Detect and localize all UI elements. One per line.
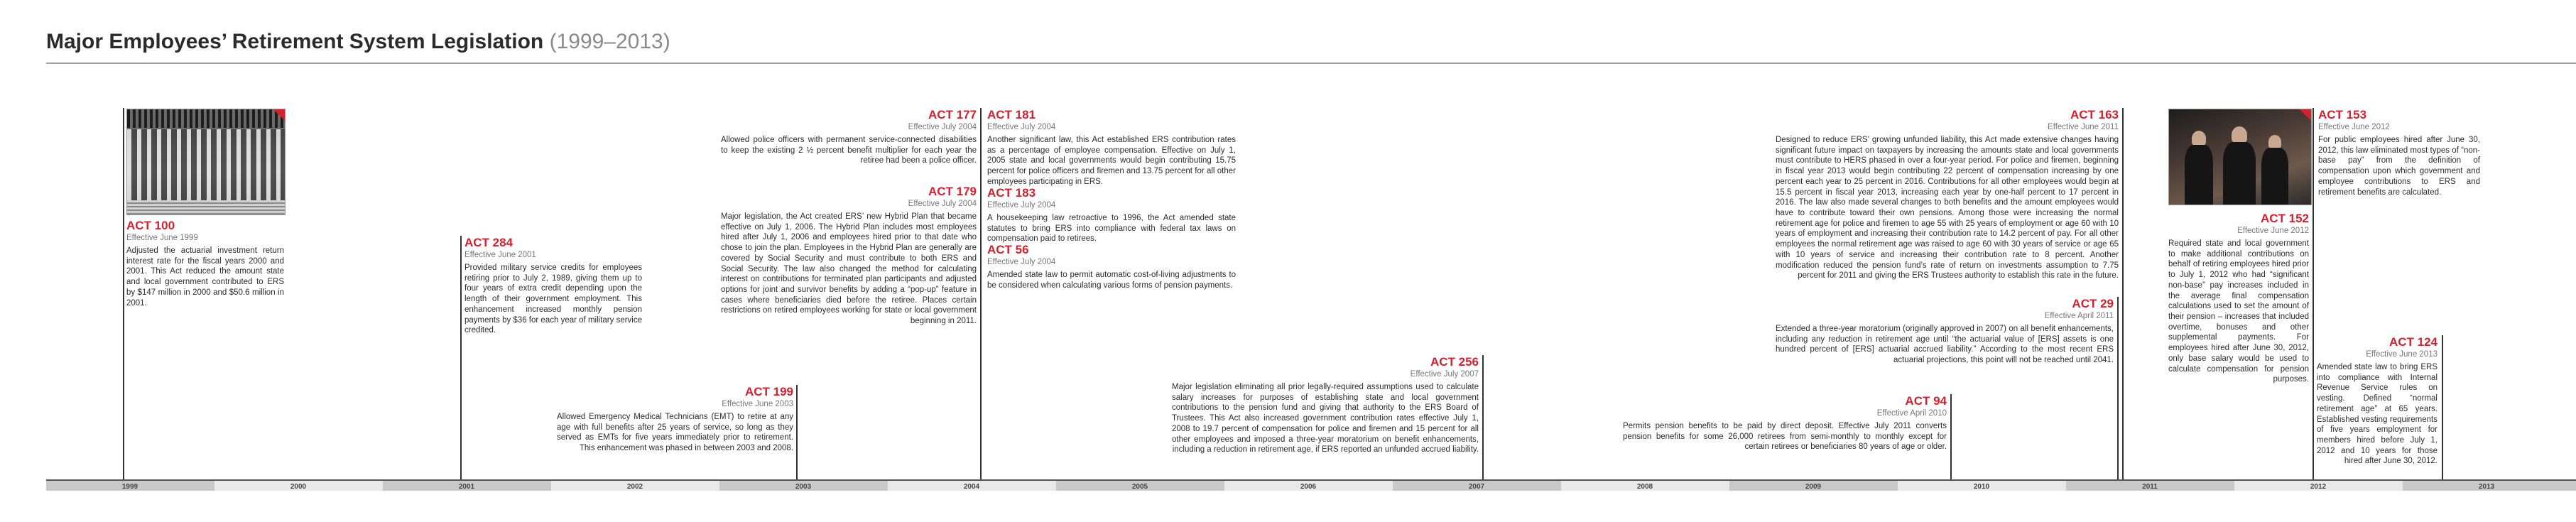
event-act177 bbox=[721, 108, 977, 166]
marker-line-act284 bbox=[460, 236, 462, 481]
year-label: 2010 bbox=[1973, 483, 1990, 491]
act-description: Extended a three-year moratorium (originally approved in 2007) on all benefit enhancements, including any reduction in retirement age until “the actuarial value of [ERS] assets is one hundred percent of [ERS] actuarial accrued liability.” According to the most recent ERS actuarial projections, this point will not be reached until 2041. bbox=[1776, 324, 2114, 365]
act-description: Required state and local government to make additional contributions on behalf of retiring employees hired prior to July 1, 2012 who had “significant non-base” pay increases included in the average final compensation calculations used to set the amount of their pension – increases that included overtime, bonuses and other supplemental payments. For employees hired after June 30, 2012, only base salary would be used to calculate compensation for pension purposes. bbox=[2168, 239, 2309, 384]
title-years: (1999–2013) bbox=[549, 30, 670, 53]
effective-date: Effective June 2013 bbox=[2366, 349, 2438, 359]
photo-legislature-session bbox=[2168, 109, 2312, 205]
act-description: Allowed police officers with permanent service-connected disabilities to keep the existing 2 ½ percent benefit multiplier for each year the retiree had been a police officer. bbox=[721, 135, 977, 165]
act-number: ACT 183 bbox=[987, 186, 1036, 200]
effective-date: Effective July 2007 bbox=[1410, 369, 1479, 379]
act-number: ACT 94 bbox=[1905, 394, 1947, 408]
act-description: Amended state law to permit automatic cost-of-living adjustments to be considered when calculating various forms of pension payments. bbox=[987, 270, 1236, 290]
year-label: 2006 bbox=[1300, 483, 1317, 491]
year-label: 2004 bbox=[963, 483, 980, 491]
act-description: Designed to reduce ERS’ growing unfunded liability, this Act made extensive changes having significant future impact on taxpayers by increasing the amounts state and local governments must contribute to HERS phased in over a four-year period. For police and firemen, beginning in fiscal year 2013 would begin contributing 22 percent of compensation increasing by one percent each year to 25 percent in 2016. Contributions for all other employees would begin at 15.5 percent in fiscal year 2013, increasing each year by one-half percent to 17 percent in 2016. The law also made several changes to both benefits and the amount employees would have to contribute toward their own pensions. Among those were increasing the normal retirement age for police and firemen to age 55 with 25 years of employment or age 60 with 10 years of employment and increasing their contribution rate to 14.2 percent of pay. For all other employees the normal retirement age was raised to age 60 with 30 years of service or age 65 with 10 years of service and increasing their contribution rate to 8 percent. Another modification reduced the pension fund’s rate of return on investments assumption to 7.75 percent for 2011 and giving the ERS Trustees authority to establish this rate in the future. bbox=[1776, 135, 2119, 281]
event-act284 bbox=[464, 236, 642, 336]
effective-date: Effective June 2011 bbox=[2048, 122, 2119, 131]
effective-date: Effective June 1999 bbox=[126, 233, 198, 242]
year-label: 2008 bbox=[1636, 483, 1653, 491]
event-act29 bbox=[1776, 297, 2114, 366]
year-label: 2005 bbox=[1131, 483, 1148, 491]
effective-date: Effective July 2004 bbox=[987, 122, 1056, 131]
year-label: 2000 bbox=[290, 483, 307, 491]
effective-date: Effective April 2010 bbox=[1876, 408, 1947, 418]
year-label: 2009 bbox=[1805, 483, 1822, 491]
photo-corner-flag-icon bbox=[273, 109, 285, 121]
effective-date: Effective July 2004 bbox=[987, 200, 1056, 210]
year-label: 2013 bbox=[2478, 483, 2495, 491]
event-act56 bbox=[987, 243, 1236, 290]
act-description: Amended state law to bring ERS into compliance with Internal Revenue Service rules on vesting. Defined “normal retirement age” at 65 years. Established vesting requirements of five years employment for members hired before July 1, 2012 and 10 years for those hired after June 30, 2012. bbox=[2317, 362, 2438, 466]
act-description: Allowed Emergency Medical Technicians (EMT) to retire at any age with full benefits after 25 years of service, so long as they served as EMTs for five years immediately prior to retirement. This enhancement was phased in between 2003 and 2008. bbox=[557, 412, 793, 453]
effective-date: Effective June 2012 bbox=[2237, 226, 2309, 235]
event-act153 bbox=[2318, 108, 2480, 197]
act-number: ACT 199 bbox=[744, 385, 793, 398]
event-act152 bbox=[2168, 212, 2309, 385]
effective-date: Effective July 2004 bbox=[908, 122, 977, 131]
year-label: 1999 bbox=[121, 483, 138, 491]
event-act100 bbox=[126, 219, 284, 308]
act-description: Major legislation, the Act created ERS’ new Hybrid Plan that became effective on July 1, 2006. The Hybrid Plan includes most employees hired after July 1, 2006 and employees hired prior to that date who chose to join the plan. Employees in the Hybrid Plan are generally are covered by Social Security and must contribute to both ERS and Social Security. The law also changed the method for calculating interest on contributions for terminated plan participants and adjusted options for joint and survivor benefits by adding a “pop-up” feature in cases where beneficiaries died before the retiree. Places certain restrictions on retired employees working for state or local government beginning in 2011. bbox=[721, 212, 977, 326]
act-number: ACT 29 bbox=[2072, 297, 2114, 310]
act-number: ACT 163 bbox=[2070, 108, 2119, 121]
marker-line-act100 bbox=[123, 108, 124, 481]
year-label: 2007 bbox=[1468, 483, 1485, 491]
year-label: 2003 bbox=[795, 483, 812, 491]
event-act179 bbox=[721, 185, 977, 327]
act-description: Provided military service credits for employees retiring prior to July 2, 1989, giving them up to four years of extra credit depending upon the length of their government employment. This enhancement increased monthly pension payments by $36 for each year of military service credited. bbox=[464, 263, 642, 335]
photo-corner-flag-icon bbox=[2300, 109, 2311, 121]
event-act199 bbox=[557, 385, 793, 454]
title-text: Major Employees’ Retirement System Legislation bbox=[46, 30, 544, 53]
effective-date: Effective June 2001 bbox=[464, 250, 536, 259]
page-title bbox=[46, 30, 670, 54]
photo-capitol-building bbox=[126, 109, 286, 215]
marker-line-act199 bbox=[796, 385, 798, 481]
effective-date: Effective June 2003 bbox=[722, 399, 793, 408]
effective-date: Effective April 2011 bbox=[2044, 311, 2114, 320]
marker-line-act177 bbox=[980, 108, 982, 481]
act-number: ACT 179 bbox=[928, 185, 977, 198]
year-label: 2012 bbox=[2310, 483, 2327, 491]
year-label: 2001 bbox=[458, 483, 475, 491]
marker-line-act124 bbox=[2442, 335, 2443, 481]
effective-date: Effective July 2004 bbox=[908, 199, 977, 208]
act-description: For public employees hired after June 30, 2012, this law eliminated most types of “non-base pay” from the definition of compensation upon which government and employee contributions to ERS and retirement benefits are calculated. bbox=[2318, 135, 2480, 197]
marker-line-act94 bbox=[1950, 394, 1952, 481]
act-number: ACT 124 bbox=[2388, 335, 2438, 349]
act-number: ACT 56 bbox=[987, 243, 1029, 256]
act-number: ACT 181 bbox=[987, 108, 1036, 121]
effective-date: Effective July 2004 bbox=[987, 257, 1056, 266]
act-description: A housekeeping law retroactive to 1996, the Act amended state statutes to bring ERS into compliance with federal tax laws on compensation paid to retirees. bbox=[987, 213, 1236, 244]
act-description: Major legislation eliminating all prior legally-required assumptions used to calculate salary increases for purposes of establishing state and local government contributions to the pension fund and giving that authority to the ERS Board of Trustees. This Act also increased government contribution rates effective July 1, 2008 to 19.7 percent of compensation for police and firemen and 15 percent for all other employees and imposed a three-year moratorium on benefit enhancements, including a reduction in retirement age, if ERS reported an unfunded accrued liability. bbox=[1172, 382, 1479, 455]
act-description: Another significant law, this Act established ERS contribution rates as a percentage of employee compensation. Effective on July 1, 2005 state and local governments would begin contributing 15.75 percent for police officers and firemen and 13.75 percent for all other employees participating in ERS. bbox=[987, 135, 1236, 186]
marker-line-act163 bbox=[2122, 108, 2124, 481]
year-label: 2011 bbox=[2142, 483, 2158, 491]
act-number: ACT 153 bbox=[2318, 108, 2367, 121]
event-act94 bbox=[1623, 394, 1947, 452]
act-description: Permits pension benefits to be paid by direct deposit. Effective July 2011 converts pension benefits for some 26,000 retirees from semi-monthly to monthly except for certain retirees or beneficiaries 80 years of age or older. bbox=[1623, 421, 1947, 452]
event-act256 bbox=[1172, 355, 1479, 455]
act-number: ACT 100 bbox=[126, 219, 175, 232]
marker-line-act152 bbox=[2313, 108, 2314, 481]
title-divider bbox=[46, 62, 2576, 64]
marker-line-act256 bbox=[1482, 355, 1484, 481]
marker-line-act29 bbox=[2117, 297, 2119, 481]
event-act183 bbox=[987, 186, 1236, 244]
effective-date: Effective June 2012 bbox=[2318, 122, 2390, 131]
act-description: Adjusted the actuarial investment return interest rate for the fiscal years 2000 and 2001. This Act reduced the amount state and local government contributed to ERS by $147 million in 2000 and $50.6 million in 2001. bbox=[126, 246, 284, 308]
act-number: ACT 177 bbox=[928, 108, 977, 121]
event-act163 bbox=[1776, 108, 2119, 281]
year-label: 2002 bbox=[626, 483, 643, 491]
act-number: ACT 256 bbox=[1430, 355, 1479, 369]
event-act181 bbox=[987, 108, 1236, 187]
event-act124 bbox=[2317, 335, 2438, 467]
act-number: ACT 284 bbox=[464, 236, 513, 249]
act-number: ACT 152 bbox=[2260, 212, 2309, 225]
